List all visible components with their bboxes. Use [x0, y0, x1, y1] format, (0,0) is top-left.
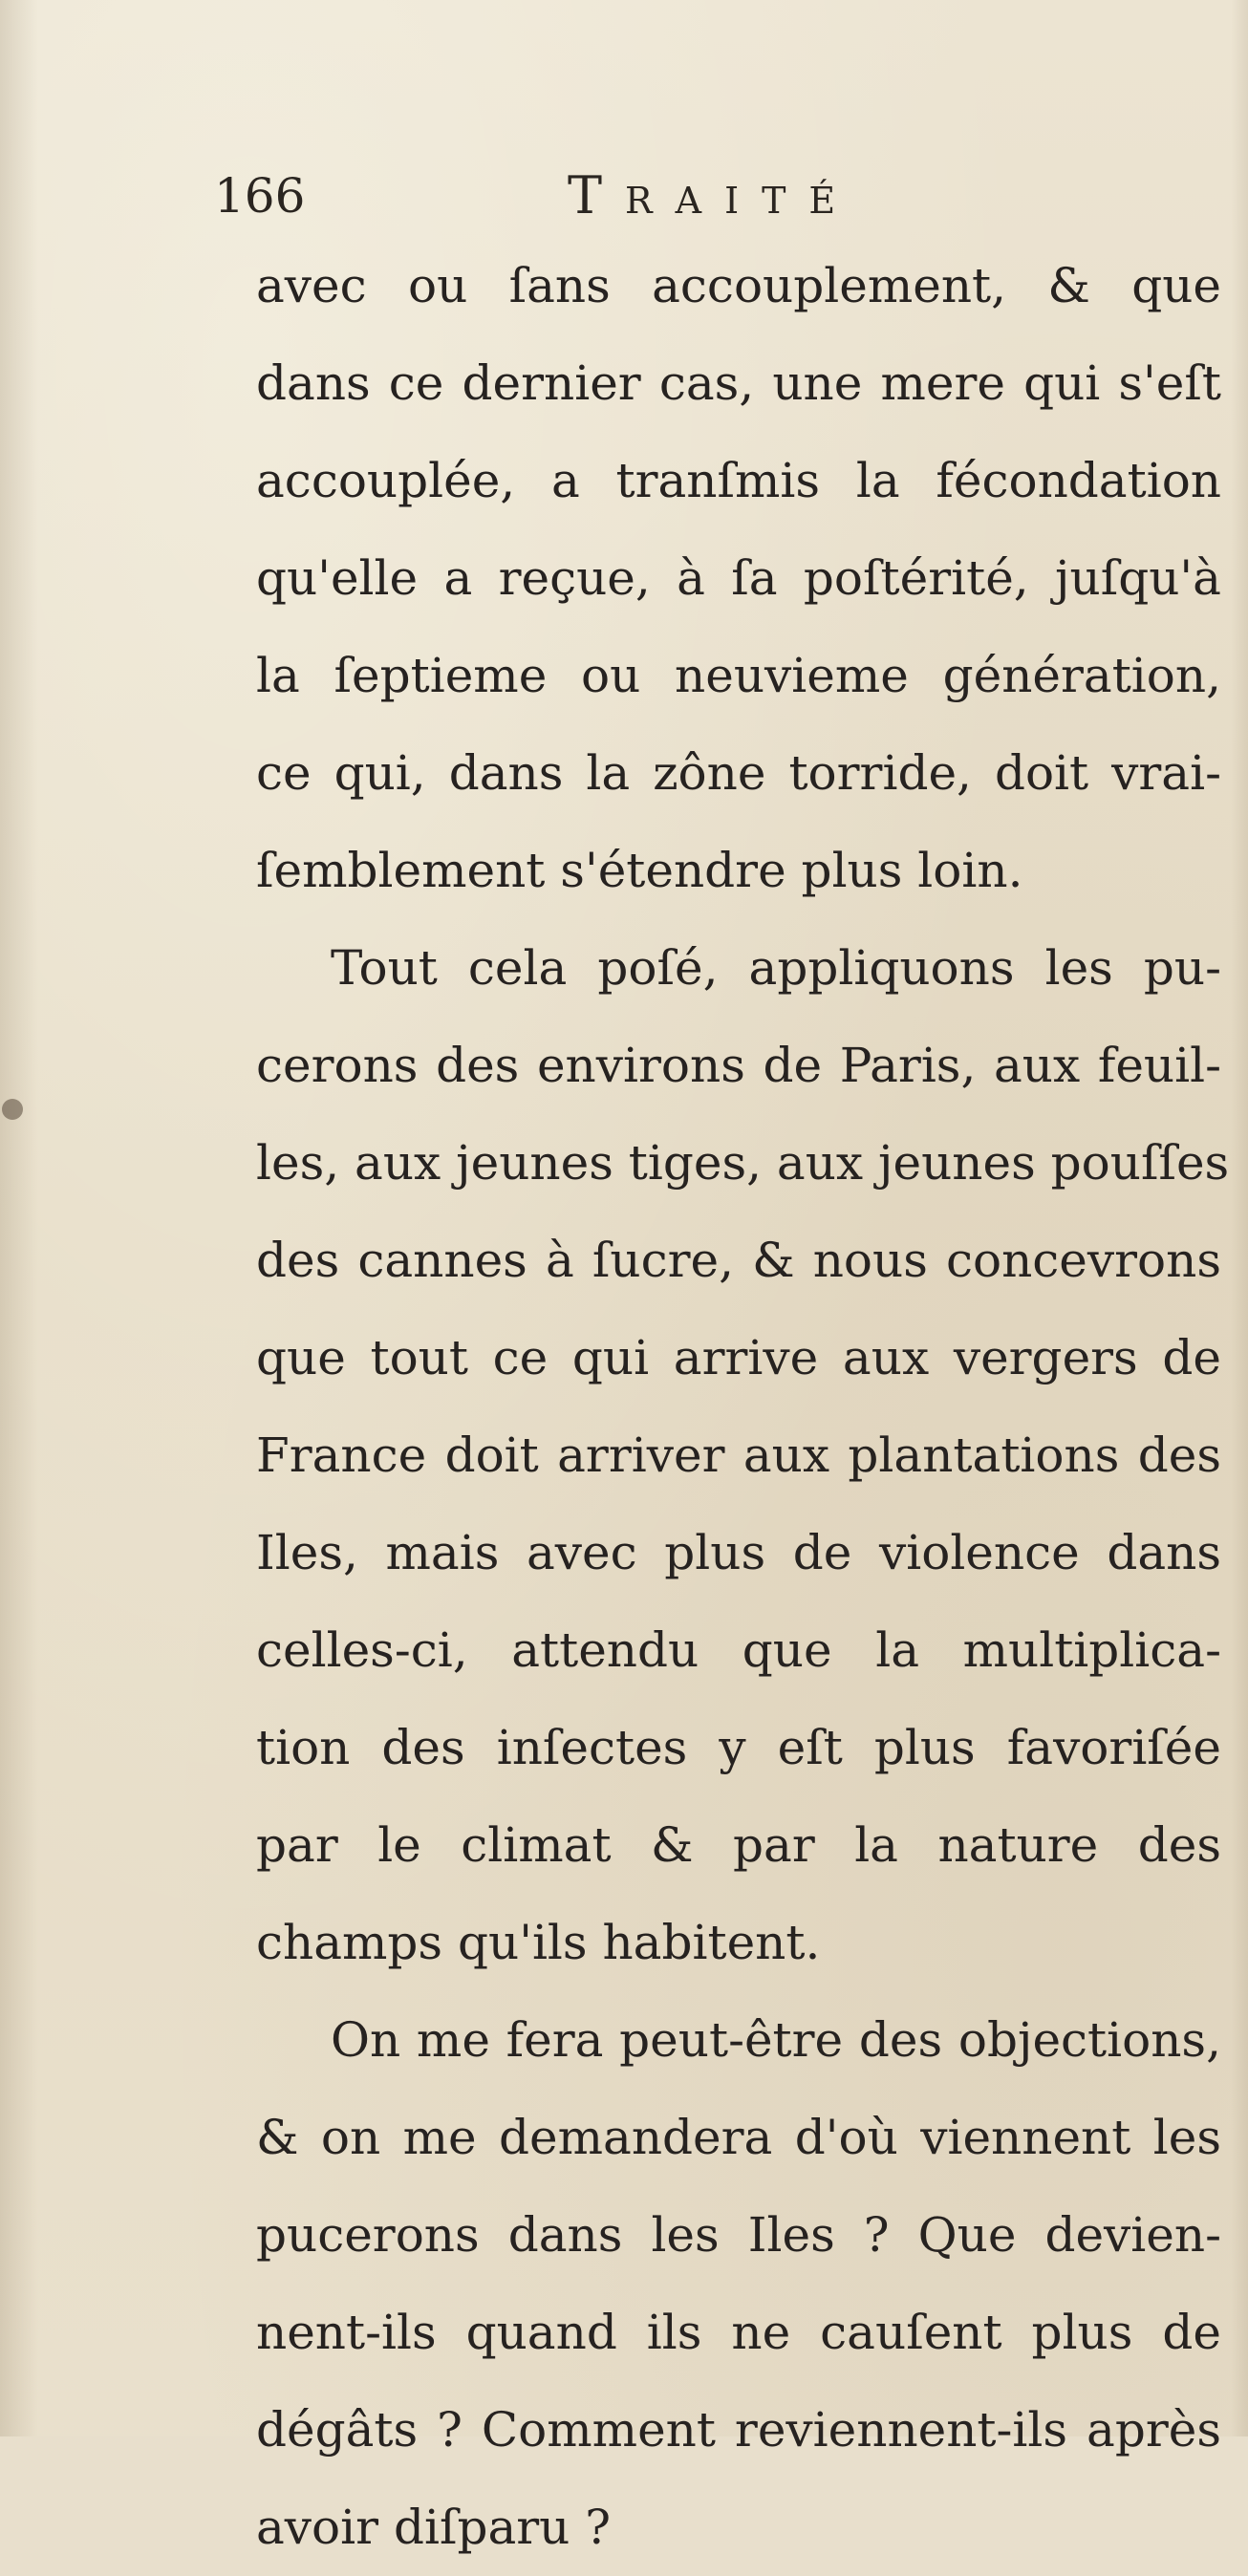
gutter-shadow — [0, 0, 38, 2436]
text-line: Iles, mais avec plus de violence dans — [256, 1525, 1221, 1580]
text-line: dans ce dernier cas, une mere qui s'eſt — [256, 355, 1221, 411]
text-line: & on me demandera d'où viennent les — [256, 2110, 1221, 2165]
running-head — [214, 162, 1179, 229]
text-line: cerons des environs de Paris, aux feuil- — [256, 1038, 1221, 1093]
text-line: celles-ci, attendu que la multiplica- — [256, 1622, 1221, 1678]
text-line: des cannes à ſucre, & nous concevrons — [256, 1233, 1221, 1288]
text-line: ce qui, dans la zône torride, doit vrai- — [256, 745, 1221, 801]
text-line: par le climat & par la nature des — [256, 1817, 1221, 1873]
text-line: qu'elle a reçue, à ſa poſtérité, juſqu'à — [256, 550, 1221, 606]
text-line: ſemblement s'étendre plus loin. — [256, 843, 1023, 898]
page-number: 166 — [214, 168, 306, 224]
text-line: les, aux jeunes tiges, aux jeunes pouſſes — [256, 1135, 1230, 1191]
text-line: avoir diſparu ? — [256, 2500, 612, 2555]
text-line: que tout ce qui arrive aux vergers de — [256, 1330, 1221, 1385]
text-line: dégâts ? Comment reviennent-ils après — [256, 2402, 1221, 2458]
text-line: pucerons dans les Iles ? Que devien- — [256, 2207, 1221, 2263]
text-line: nent-ils quand ils ne cauſent plus de — [256, 2305, 1221, 2360]
text-line: France doit arriver aux plantations des — [256, 1428, 1221, 1483]
edge-shadow — [1231, 0, 1248, 2436]
text-line: tion des inſectes y eſt plus favoriſée — [256, 1720, 1221, 1775]
text-line: la ſeptieme ou neuvieme génération, — [256, 648, 1221, 703]
paragraph-first-line: On me fera peut-être des objections, — [331, 2012, 1221, 2068]
text-line: avec ou ſans accouplement, & que — [256, 258, 1221, 313]
running-title: Traité — [568, 165, 859, 225]
paragraph-first-line: Tout cela poſé, appliquons les pu- — [331, 940, 1221, 996]
text-line: accouplée, a tranſmis la fécondation — [256, 453, 1221, 508]
body-text — [256, 237, 1230, 2576]
text-line: champs qu'ils habitent. — [256, 1915, 821, 1970]
ink-stain — [2, 1099, 23, 1120]
